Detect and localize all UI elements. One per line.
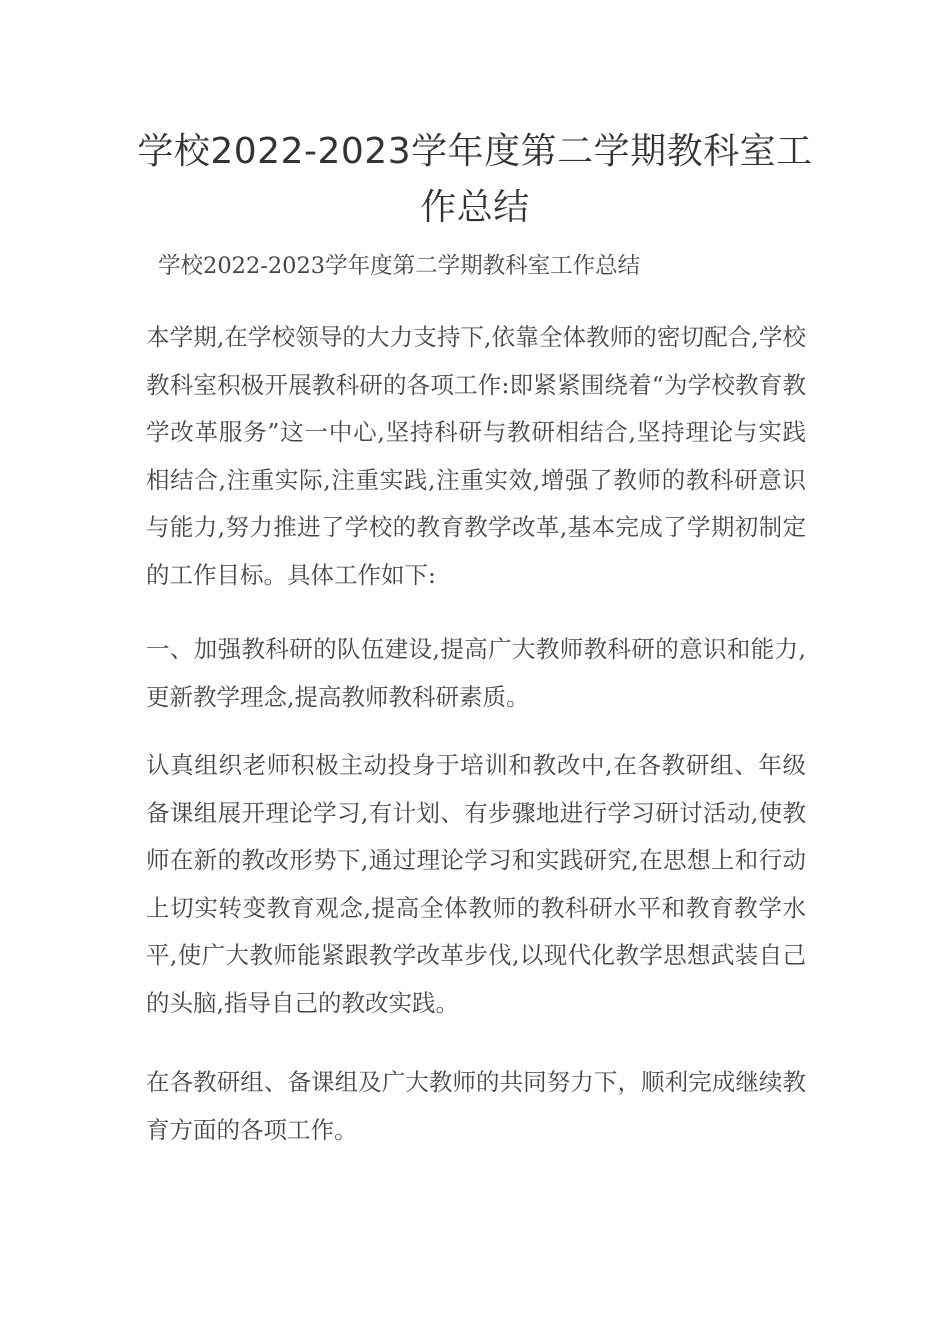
document-title: 学校2022-2023学年度第二学期教科室工作总结 — [137, 131, 813, 228]
paragraph-intro: 本学期,在学校领导的大力支持下,依靠全体教师的密切配合,学校教科室积极开展教科研的各项工作:即紧紧围绕着“为学校教育教学改革服务”这一中心,坚持科研与教研相结合,坚持理论与实践相结合,注重实际,注重实践,注重实效,增强了教师的教科研意识与能力,努力推进了学校的教育教学改革,基本完成了学期初制定的工作目标。具体工作如下: — [146, 323, 806, 589]
document-subtitle: 学校2022-2023学年度第二学期教科室工作总结 — [158, 253, 641, 279]
paragraph-section-heading: 一、加强教科研的队伍建设,提高广大教师教科研的意识和能力,更新教学理念,提高教师教科研素质。 — [146, 635, 806, 711]
paragraph-continuing-education: 在各教研组、备课组及广大教师的共同努力下，顺利完成继续教育方面的各项工作。 — [146, 1068, 806, 1144]
paragraph-training: 认真组织老师积极主动投身于培训和教改中,在各教研组、年级备课组展开理论学习,有计划、有步骤地进行学习研讨活动,使教师在新的教改形势下,通过理论学习和实践研究,在思想上和行动上切实转变教育观念,提高全体教师的教科研水平和教育教学水平,使广大教师能紧跟教学改革步伐,以现代化教学思想武装自己的头脑,指导自己的教改实践。 — [146, 751, 806, 1017]
